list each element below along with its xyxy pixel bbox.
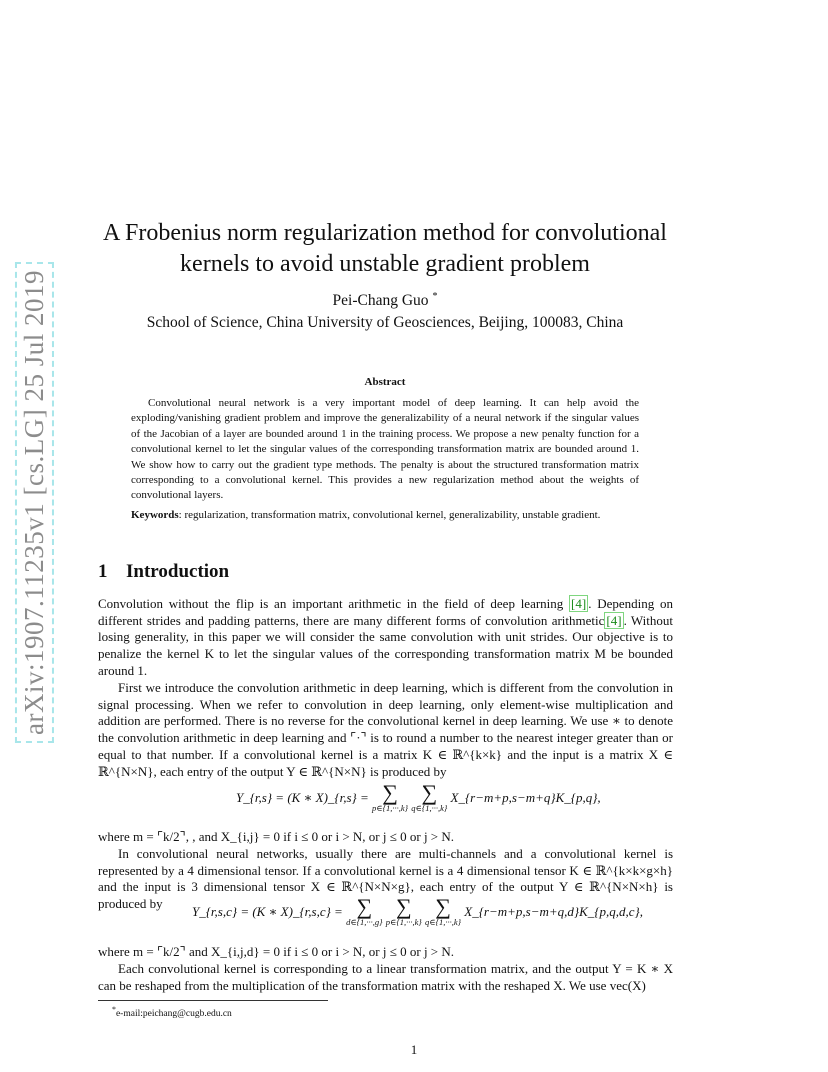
keywords-text: : regularization, transformation matrix, convolutional kernel, generalizability, unstable gradient. <box>178 509 601 521</box>
arxiv-stamp-text: arXiv:1907.11235v1 [cs.LG] 25 Jul 2019 <box>15 262 54 743</box>
paper-title: A Frobenius norm regularization method for convolutional kernels to avoid unstable gradient problem <box>103 220 667 277</box>
citation-link[interactable]: [4] <box>606 612 622 628</box>
p1-text-c: . Without losing generality, in this paper we will consider the same convolution with unit strides. Our objective is to penalize the kernel K to let the singular values of the corresponding transformation matrix M be bounded around 1. <box>98 612 673 678</box>
footnote <box>112 1005 232 1019</box>
eq2-lhs: Y_{r,s,c} = (K ∗ X)_{r,s,c} = <box>192 904 343 919</box>
footnote-rule <box>98 1000 328 1001</box>
affiliation: School of Science, China University of Geosciences, Beijing, 100083, China <box>146 314 624 331</box>
intro-paragraph-1 <box>98 596 673 680</box>
equation-2 <box>192 894 643 927</box>
page-number: 1 <box>410 1042 418 1057</box>
footnote-text: e-mail:peichang@cugb.edu.cn <box>115 1009 232 1020</box>
section-number: 1 <box>98 561 108 582</box>
keywords-label: Keywords <box>131 509 179 521</box>
equation-1 <box>236 780 601 813</box>
sum-symbol: ∑ q∈{1,···,k} <box>425 894 462 927</box>
sum-symbol: ∑ p∈{1,···,k} <box>385 894 422 927</box>
sum-symbol: ∑ d∈{1,···,g} <box>346 894 383 927</box>
eq1-lhs: Y_{r,s} = (K ∗ X)_{r,s} = <box>236 790 369 805</box>
author-line <box>100 291 670 310</box>
intro-paragraph-4: Each convolutional kernel is corresponding to a linear transformation matrix, and the output Y = K ∗ X can be reshaped from the multiplication of the transformation matrix with the reshaped X. We use vec(X) <box>98 961 673 993</box>
p1-text-b: . Depending on different strides and padding patterns, there are many different forms of convolution arithmetic <box>98 596 673 628</box>
arxiv-stamp <box>14 262 54 742</box>
where-clause-2: where m = ⌜k/2⌝ and X_{i,j,d} = 0 if i ≤ 0 or i > N, or j ≤ 0 or j > N. <box>98 944 455 959</box>
sum-symbol: ∑ p∈{1,···,k} <box>372 780 409 813</box>
abstract-text: Convolutional neural network is a very important model of deep learning. It can help avoid the exploding/vanishing gradient problem and improve the generalizability of a neural network if the singular values of the Jacobian of a layer are bounded around 1 in the training process. We propose a new penalty function for a convolutional kernel to let the singular values of the corresponding transformation matrix are bounded around 1. We show how to carry out the gradient type methods. The penalty is about the structured transformation matrix corresponding to a convolutional kernel. This provides a new regularization method about the weights of convolutional layers. <box>131 397 639 502</box>
intro-paragraph-2: First we introduce the convolution arithmetic in deep learning, which is different from the convolution in signal processing. When we refer to convolution in deep learning, only element-wise multiplication and addition are performed. There is no reverse for the convolutional kernel in deep learning. We use ∗ to denote the convolution arithmetic in deep learning and ⌜·⌝ is to round a number to the nearest integer greater than or equal to that number. If a convolutional kernel is a matrix K ∈ ℝ^{k×k} and the input is a matrix X ∈ ℝ^{N×N}, each entry of the output Y ∈ ℝ^{N×N} is produced by <box>98 680 673 779</box>
eq1-rhs: X_{r−m+p,s−m+q}K_{p,q}, <box>450 790 601 805</box>
section-title: Introduction <box>126 561 230 582</box>
author-footnote-mark: * <box>432 291 438 302</box>
intro-paragraph-3: In convolutional neural networks, usually there are multi-channels and a convolutional kernel is represented by a 4 dimensional tensor. If a convolutional kernel is a 4 dimensional tensor K ∈ ℝ^{k×k×g×h} and the input is 3 dimensional tensor X ∈ ℝ^{N×N×g}, each entry of the output Y ∈ ℝ^{N×N×h} is produced by <box>98 846 673 912</box>
where-clause-1: where m = ⌜k/2⌝, , and X_{i,j} = 0 if i ≤ 0 or i > N, or j ≤ 0 or j > N. <box>98 829 455 844</box>
abstract-heading: Abstract <box>364 376 406 388</box>
eq2-rhs: X_{r−m+p,s−m+q,d}K_{p,q,d,c}, <box>464 904 643 919</box>
footnote-mark: * <box>112 1005 116 1014</box>
sum-symbol: ∑ q∈{1,···,k} <box>411 780 448 813</box>
section-heading <box>98 561 229 583</box>
citation-link[interactable]: [4] <box>571 596 587 611</box>
keywords <box>131 508 639 523</box>
author-name: Pei-Chang Guo <box>332 292 429 310</box>
p1-text-a: Convolution without the flip is an important arithmetic in the field of deep learning <box>98 596 570 611</box>
